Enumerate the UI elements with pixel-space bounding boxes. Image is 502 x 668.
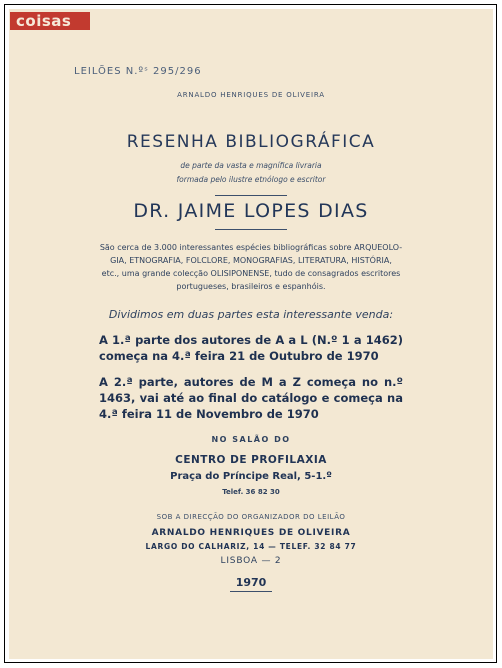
venue-intro: NO SALÃO DO	[211, 435, 291, 444]
subtitle-line-2: formada pelo ilustre etnólogo e escritor	[176, 175, 326, 184]
part-one-notice: A 1.ª parte dos autores de A a L (N.º 1 a 1462) começa na 4.ª feira 21 de Outubro de 1970	[99, 333, 403, 363]
description-line: etc., uma grande colecção OLISIPONENSE, tudo de consagrados escritores	[101, 269, 401, 278]
venue-phone: Telef. 36 82 30	[222, 488, 280, 496]
part-two-notice: A 2.ª parte, autores de M a Z começa no n.º 1463, vai até ao final do catálogo e começa na 4.ª feira 11 de Novembro de 1970	[99, 375, 403, 421]
organizer-address: LARGO DO CALHARIZ, 14 — TELEF. 32 84 77	[145, 542, 357, 551]
description-line: portugueses, brasileiros e espanhóis.	[176, 282, 326, 291]
organizer-name: ARNALDO HENRIQUES DE OLIVEIRA	[151, 528, 351, 538]
venue-address: Praça do Príncipe Real, 5-1.º	[170, 471, 332, 482]
divider-bottom	[215, 229, 287, 230]
organizer-intro: SOB A DIRECÇÃO DO ORGANIZADOR DO LEILÃO	[156, 513, 346, 521]
publication-year: 1970	[235, 576, 267, 589]
divided-note: Dividimos em duas partes esta interessante venda:	[108, 308, 394, 321]
year-underline	[230, 591, 272, 592]
organizer-city: LISBOA — 2	[220, 556, 282, 566]
divider-top	[215, 195, 287, 196]
description-line: GIA, ETNOGRAFIA, FOLCLORE, MONOGRAFIAS, LITERATURA, HISTÓRIA,	[110, 256, 392, 265]
document-title: RESENHA BIBLIOGRÁFICA	[126, 132, 376, 152]
auction-numbers: LEILÕES N.ºˢ 295/296	[74, 66, 202, 77]
author-header: ARNALDO HENRIQUES DE OLIVEIRA	[177, 91, 325, 99]
subtitle-line-1: de parte da vasta e magnífica livraria	[180, 161, 322, 170]
description-paragraph	[82, 241, 420, 293]
collector-name: DR. JAIME LOPES DIAS	[133, 200, 369, 222]
watermark-logo: coisas	[10, 12, 90, 30]
venue-name: CENTRO DE PROFILAXIA	[175, 454, 327, 466]
description-line: São cerca de 3.000 interessantes espécies bibliográficas sobre ARQUEOLO-	[99, 243, 403, 252]
